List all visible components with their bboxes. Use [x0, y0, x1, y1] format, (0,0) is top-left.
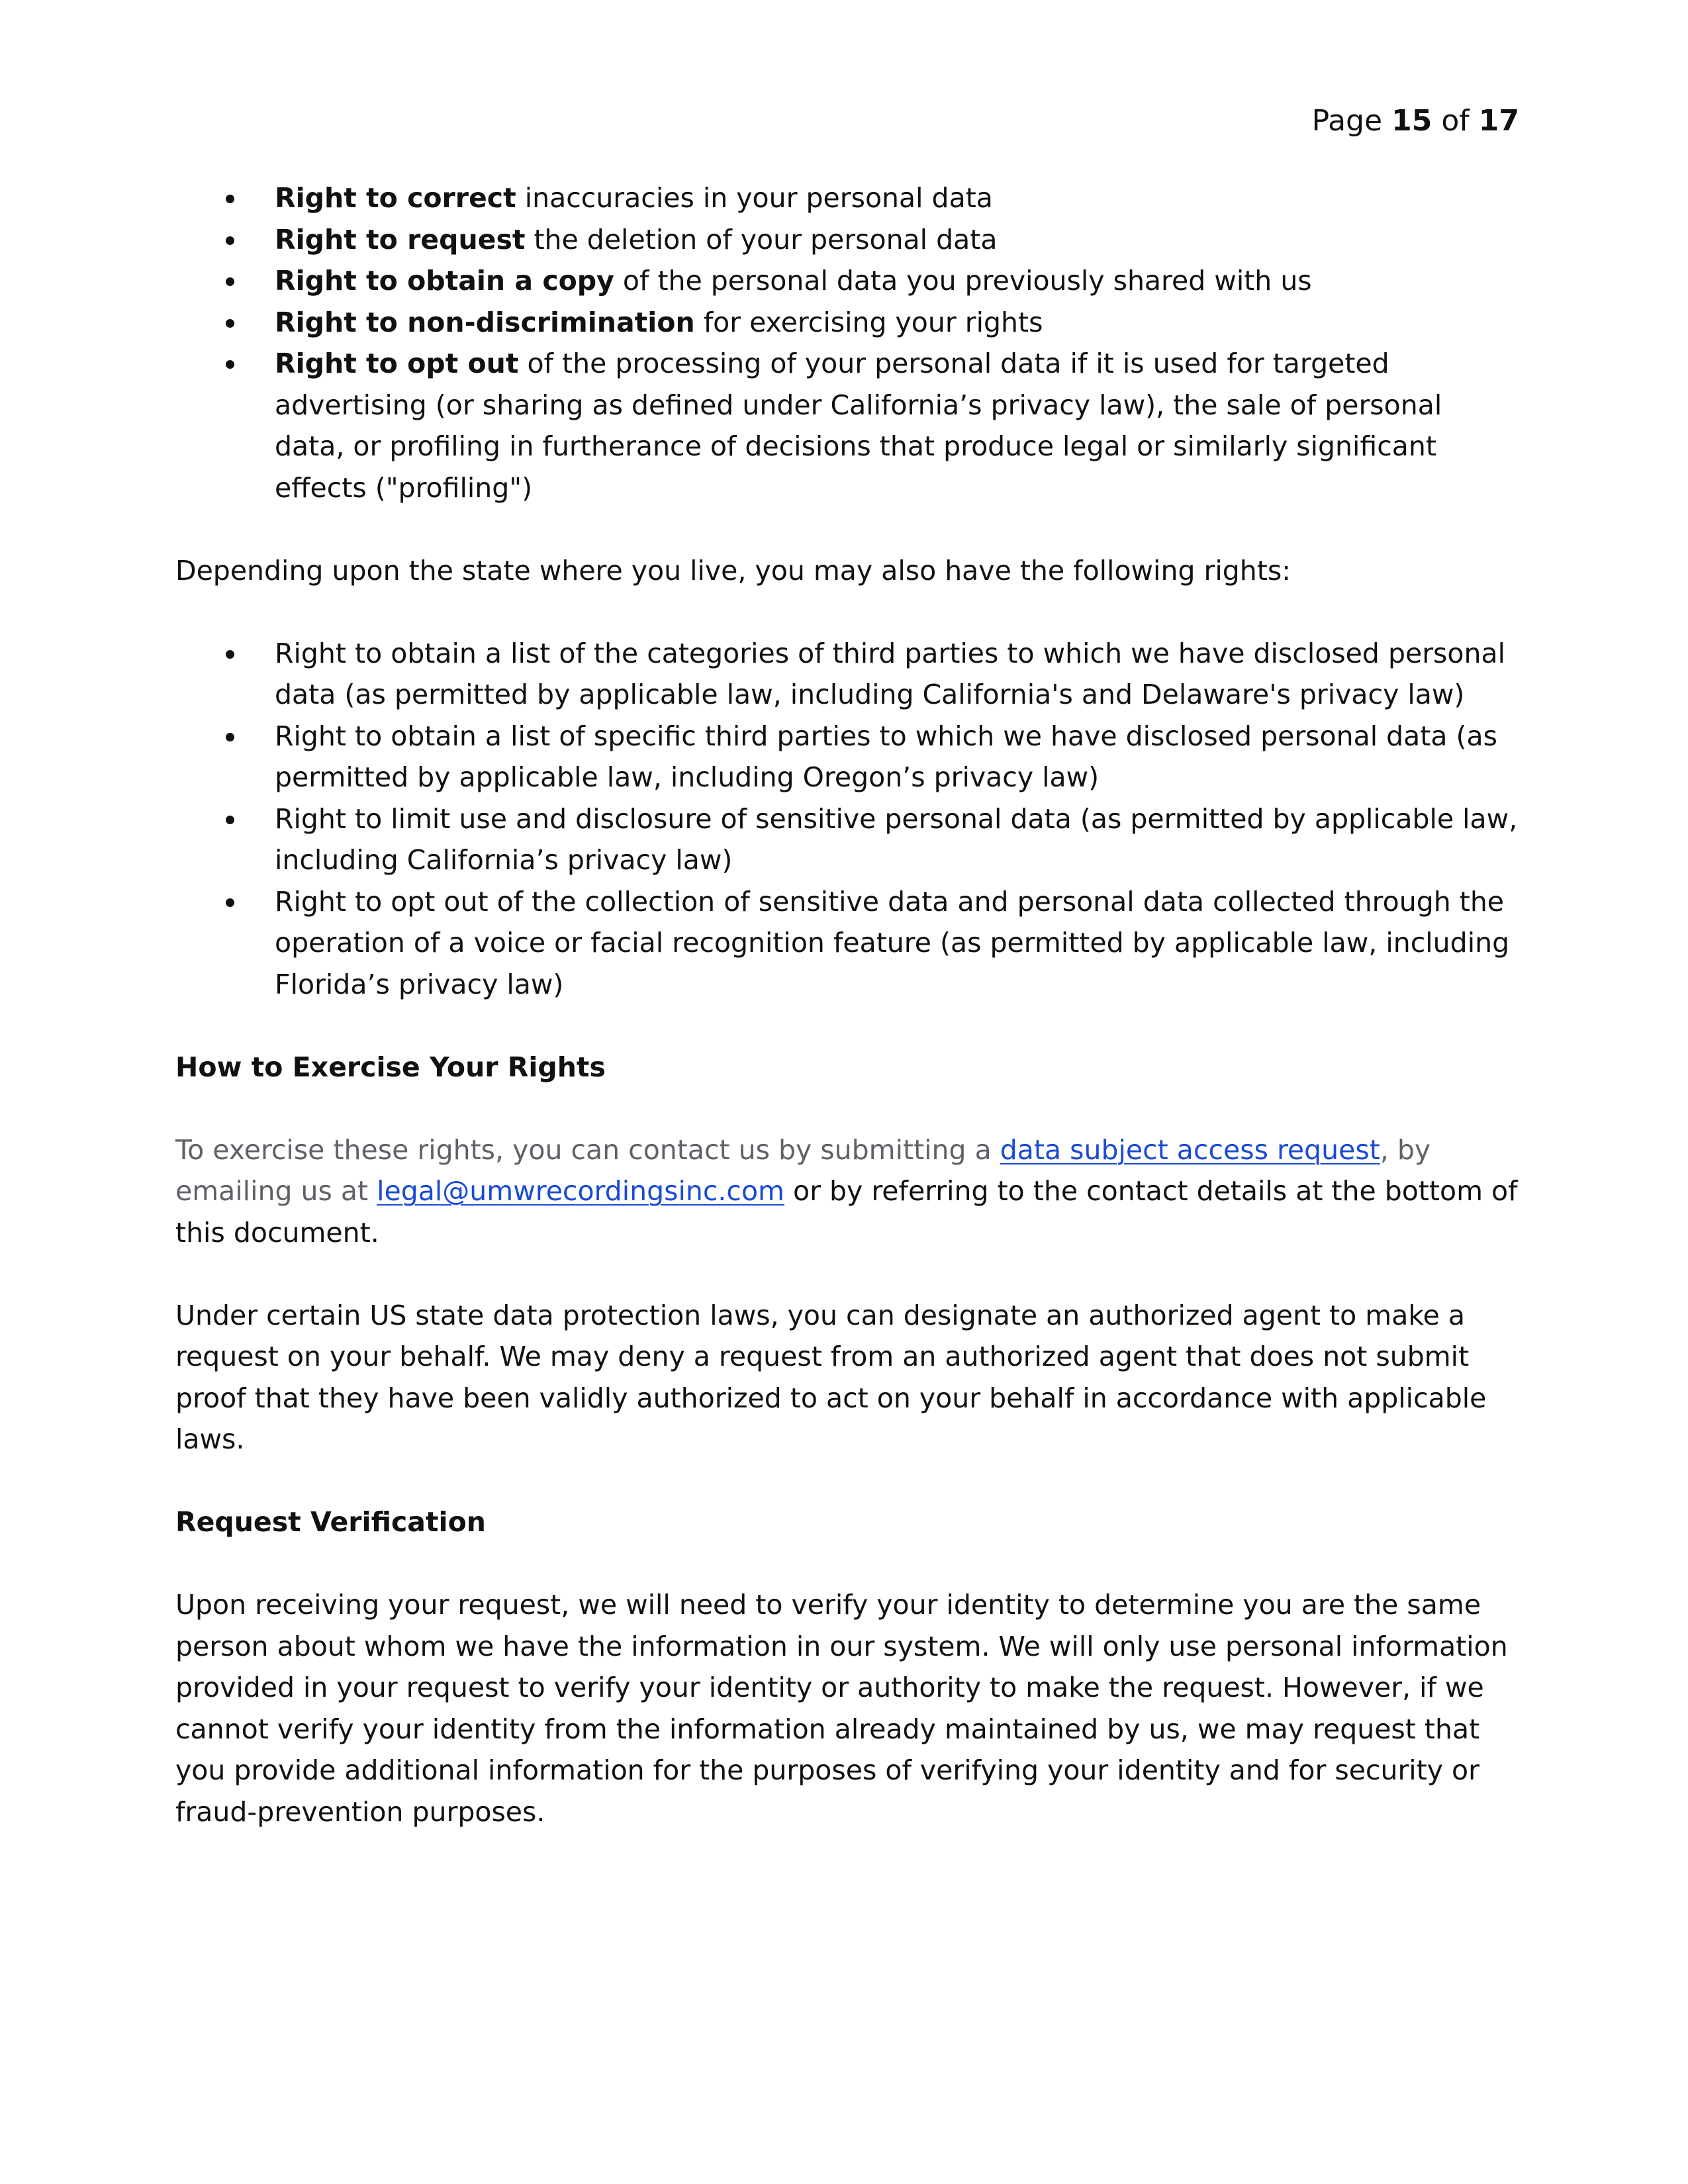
legal-email-link[interactable]: legal@umwrecordingsinc.com: [377, 1175, 784, 1207]
exercise-text-part3: or by referring to the contact details at the bottom of this document.: [175, 1175, 1518, 1249]
spacer: [175, 1543, 1519, 1585]
list-item: Right to opt out of the collection of sensitive data and personal data collected through the operation of a voice or facial recognition feature (as permitted by applicable law, including Florida’s privacy law): [275, 881, 1519, 1006]
exercise-text-part1: To exercise these rights, you can contact us by submitting a: [175, 1133, 1000, 1166]
page-number-current: 15: [1391, 104, 1432, 138]
spacer: [175, 591, 1519, 633]
exercise-text-part2: , by emailing us at: [175, 1133, 1431, 1207]
spacer: [175, 1005, 1519, 1047]
right-description: inaccuracies in your personal data: [516, 182, 993, 214]
exercise-rights-paragraph: [175, 1129, 1519, 1254]
right-description: for exercising your rights: [694, 306, 1043, 338]
right-description: the deletion of your personal data: [525, 223, 998, 256]
right-title: Right to correct: [275, 182, 516, 214]
state-rights-list: [175, 633, 1519, 1006]
page-number-total: 17: [1478, 104, 1519, 138]
right-description: of the processing of your personal data if it is used for targeted advertising (or sharing as defined under California’s privacy law), the sale of personal data, or profiling in furtherance of decisions that produce legal or similarly significant effects ("profiling"): [275, 348, 1442, 504]
right-title: Right to request: [275, 223, 526, 256]
list-item: Right to obtain a list of specific third parties to which we have disclosed personal data (as permitted by applicable law, including Oregon’s privacy law): [275, 716, 1519, 798]
right-title: Right to opt out: [275, 348, 519, 379]
spacer: [175, 1253, 1519, 1295]
page-number: [1312, 101, 1519, 142]
spacer: [175, 508, 1519, 550]
list-item: Right to obtain a list of the categories of third parties to which we have disclosed personal data (as permitted by applicable law, including California's and Delaware's privacy law): [275, 633, 1519, 716]
page-number-prefix: Page: [1311, 104, 1383, 138]
state-rights-intro: Depending upon the state where you live, you may also have the following rights:: [175, 554, 1291, 587]
list-item: [275, 302, 1519, 344]
section-heading-exercise-rights: How to Exercise Your Rights: [175, 1051, 606, 1083]
page-number-separator: of: [1441, 104, 1470, 138]
verification-paragraph: Upon receiving your request, we will need to verify your identity to determine you are the same person about whom we have the information in our system. We will only use personal information provided in your request to verify your identity or authority to make the request. However, if we cannot verify your identity from the information already maintained by us, we may request that you provide additional information for the purposes of verifying your identity and for security or fraud-prevention purposes.: [175, 1589, 1508, 1828]
right-title: Right to non-discrimination: [275, 306, 695, 338]
data-subject-access-request-link[interactable]: data subject access request: [1000, 1133, 1380, 1166]
list-item: [275, 260, 1519, 302]
spacer: [175, 1460, 1519, 1502]
list-item: Right to limit use and disclosure of sensitive personal data (as permitted by applicable law, including California’s privacy law): [275, 798, 1519, 881]
list-item: [275, 343, 1519, 508]
spacer: [175, 1088, 1519, 1129]
right-title: Right to obtain a copy: [275, 265, 614, 297]
right-description: of the personal data you previously shared with us: [614, 265, 1312, 297]
list-item: [275, 219, 1519, 261]
list-item: [275, 177, 1519, 219]
document-body: [175, 177, 1519, 1832]
section-heading-request-verification: Request Verification: [175, 1506, 486, 1538]
authorized-agent-paragraph: Under certain US state data protection laws, you can designate an authorized agent to make a request on your behalf. We may deny a request from an authorized agent that does not submit proof that they have been validly authorized to act on your behalf in accordance with applicable laws.: [175, 1299, 1487, 1455]
rights-list: [175, 177, 1519, 508]
